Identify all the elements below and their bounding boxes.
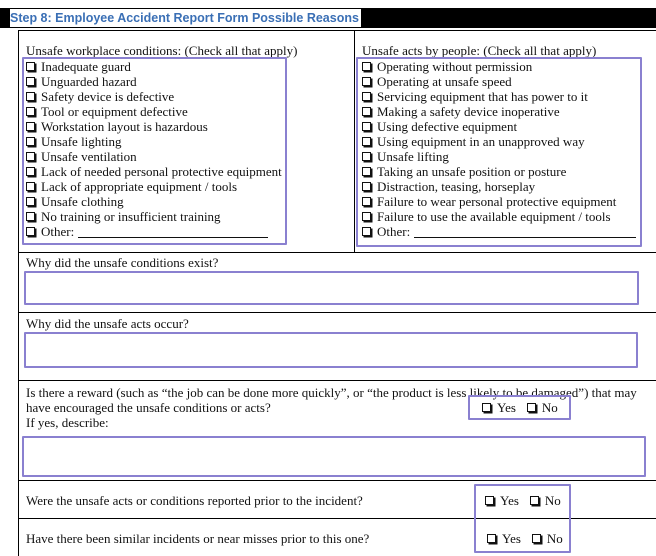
step-title: Step 8: Employee Accident Report Form Possible Reasons (10, 11, 359, 25)
rule-3 (18, 380, 656, 381)
checkbox-icon[interactable] (26, 227, 35, 236)
checkbox-icon[interactable] (362, 167, 371, 176)
condition-item[interactable]: Unguarded hazard (25, 74, 282, 89)
reward-yes-checkbox-icon[interactable] (482, 403, 491, 412)
act-item[interactable]: Distraction, teasing, horseplay (361, 179, 636, 194)
checkbox-icon[interactable] (362, 107, 371, 116)
condition-item[interactable]: Unsafe clothing (25, 194, 282, 209)
reported-prior-label: Were the unsafe acts or conditions reported prior to the incident? (26, 493, 363, 508)
act-item-other[interactable]: Other: (361, 224, 636, 239)
checkbox-icon[interactable] (362, 62, 371, 71)
conditions-heading: Unsafe workplace conditions: (Check all that apply) (26, 43, 298, 58)
reward-yes-no: Yes No (481, 400, 558, 415)
other-acts-input[interactable] (414, 225, 636, 238)
reported-yes-checkbox-icon[interactable] (485, 496, 494, 505)
checkbox-icon[interactable] (362, 197, 371, 206)
checkbox-icon[interactable] (362, 92, 371, 101)
checkbox-icon[interactable] (26, 167, 35, 176)
checkbox-icon[interactable] (362, 212, 371, 221)
act-item[interactable]: Failure to use the available equipment / tools (361, 209, 636, 224)
act-item[interactable]: Operating at unsafe speed (361, 74, 636, 89)
condition-item[interactable]: Lack of needed personal protective equipment (25, 164, 282, 179)
rule-4 (18, 480, 656, 481)
act-item[interactable]: Failure to wear personal protective equipment (361, 194, 636, 209)
checkbox-icon[interactable] (26, 137, 35, 146)
act-item[interactable]: Making a safety device inoperative (361, 104, 636, 119)
checkbox-icon[interactable] (362, 122, 371, 131)
acts-heading: Unsafe acts by people: (Check all that apply) (362, 43, 597, 58)
rule-1 (18, 252, 656, 253)
checkbox-icon[interactable] (26, 152, 35, 161)
checkbox-icon[interactable] (26, 77, 35, 86)
reward-question-line2: have encouraged the unsafe conditions or acts? (26, 400, 271, 415)
reward-question-line1: Is there a reward (such as “the job can be done more quickly”, or “the product is less likely to be damaged”) that may (26, 385, 637, 400)
similar-yes-no: Yes No (486, 531, 563, 546)
checkbox-icon[interactable] (26, 107, 35, 116)
why-conditions-input[interactable] (24, 271, 639, 305)
similar-yes-checkbox-icon[interactable] (487, 534, 496, 543)
act-item[interactable]: Operating without permission (361, 59, 636, 74)
reward-describe-label: If yes, describe: (26, 415, 109, 430)
condition-item[interactable]: Unsafe ventilation (25, 149, 282, 164)
reported-yes-no: Yes No (484, 493, 561, 508)
why-conditions-label: Why did the unsafe conditions exist? (26, 255, 219, 270)
condition-item[interactable]: Tool or equipment defective (25, 104, 282, 119)
similar-incidents-label: Have there been similar incidents or near misses prior to this one? (26, 531, 370, 546)
rule-2 (18, 312, 656, 313)
condition-item[interactable]: Unsafe lighting (25, 134, 282, 149)
other-conditions-input[interactable] (78, 225, 268, 238)
reward-describe-input[interactable] (22, 436, 646, 477)
acts-list (361, 59, 636, 239)
rule-top (18, 30, 656, 31)
checkbox-icon[interactable] (26, 122, 35, 131)
reported-no-checkbox-icon[interactable] (530, 496, 539, 505)
checkbox-icon[interactable] (26, 212, 35, 221)
checkbox-icon[interactable] (362, 77, 371, 86)
condition-item[interactable]: No training or insufficient training (25, 209, 282, 224)
condition-item[interactable]: Workstation layout is hazardous (25, 119, 282, 134)
column-divider (354, 30, 355, 252)
reward-no-checkbox-icon[interactable] (527, 403, 536, 412)
condition-item[interactable]: Safety device is defective (25, 89, 282, 104)
checkbox-icon[interactable] (26, 62, 35, 71)
why-acts-label: Why did the unsafe acts occur? (26, 316, 189, 331)
checkbox-icon[interactable] (26, 92, 35, 101)
checkbox-icon[interactable] (362, 182, 371, 191)
act-item[interactable]: Using defective equipment (361, 119, 636, 134)
checkbox-icon[interactable] (26, 182, 35, 191)
act-item[interactable]: Using equipment in an unapproved way (361, 134, 636, 149)
act-item[interactable]: Unsafe lifting (361, 149, 636, 164)
similar-no-checkbox-icon[interactable] (532, 534, 541, 543)
act-item[interactable]: Servicing equipment that has power to it (361, 89, 636, 104)
checkbox-icon[interactable] (362, 137, 371, 146)
condition-item[interactable]: Lack of appropriate equipment / tools (25, 179, 282, 194)
checkbox-icon[interactable] (362, 152, 371, 161)
checkbox-icon[interactable] (26, 197, 35, 206)
condition-item-other[interactable]: Other: (25, 224, 282, 239)
condition-item[interactable]: Inadequate guard (25, 59, 282, 74)
checkbox-icon[interactable] (362, 227, 371, 236)
act-item[interactable]: Taking an unsafe position or posture (361, 164, 636, 179)
conditions-list (25, 59, 282, 239)
why-acts-input[interactable] (24, 332, 638, 368)
